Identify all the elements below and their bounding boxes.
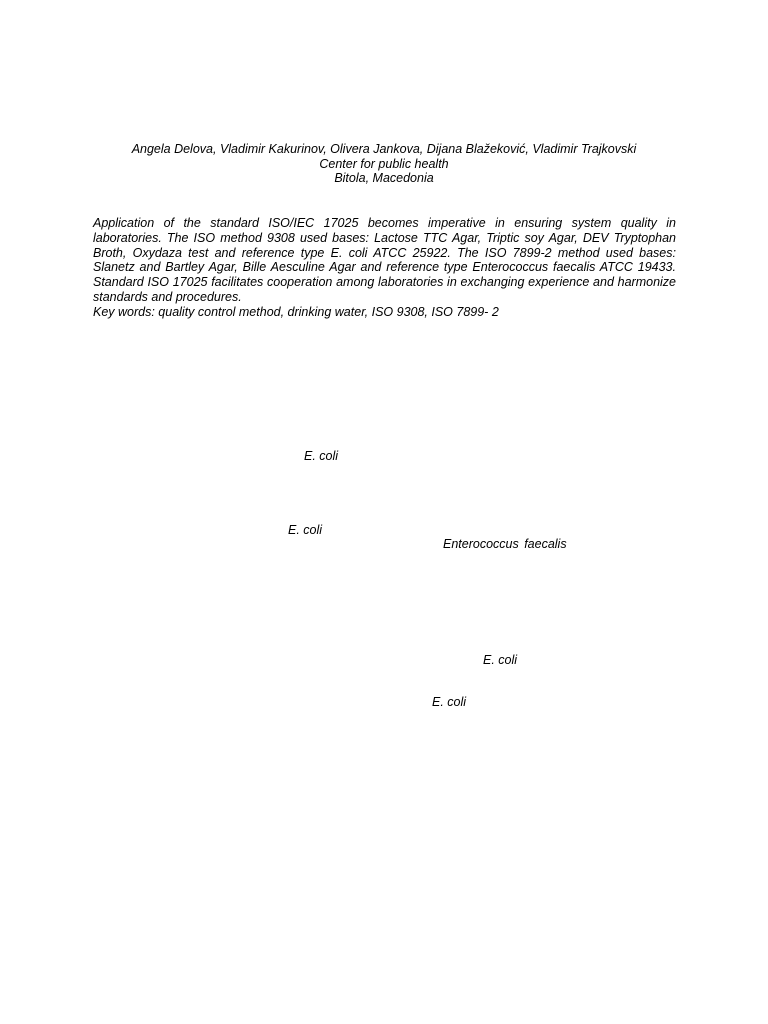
author-list: Angela Delova, Vladimir Kakurinov, Olivera Jankova, Dijana Blažeković, Vladimir Trajkovski bbox=[131, 142, 637, 156]
keywords-line: Key words: quality control method, drinking water, ISO 9308, ISO 7899- 2 bbox=[93, 304, 499, 319]
institution-location: Bitola, Macedonia bbox=[334, 171, 434, 185]
institution-name: Center for public health bbox=[319, 156, 449, 171]
text-fragment: E. coli bbox=[432, 695, 467, 709]
text-fragment: E. coli bbox=[288, 523, 323, 537]
abstract-section bbox=[93, 216, 676, 320]
text-fragment: E. coli bbox=[483, 653, 518, 667]
text-fragment: Enterococcus faecalis bbox=[443, 537, 567, 551]
author-header bbox=[92, 142, 676, 186]
text-fragment: E. coli bbox=[304, 449, 339, 463]
abstract-text: Application of the standard ISO/IEC 17025 becomes imperative in ensuring system quality in laboratories. The ISO method 9308 used bases: Lactose TTC Agar, Triptic soy Agar, DEV Tryptophan Broth, Oxydaza test and reference type E. coli ATCC 25922. The ISO 7899-2 method used bases: Slanetz and Bartley Agar, Bille Aesculine Agar and reference type Enterococcus faecalis ATCC 19433. Standard ISO 17025 facilitates cooperation among laboratories in exchanging experience and harmonize standards and procedures. bbox=[93, 216, 676, 304]
